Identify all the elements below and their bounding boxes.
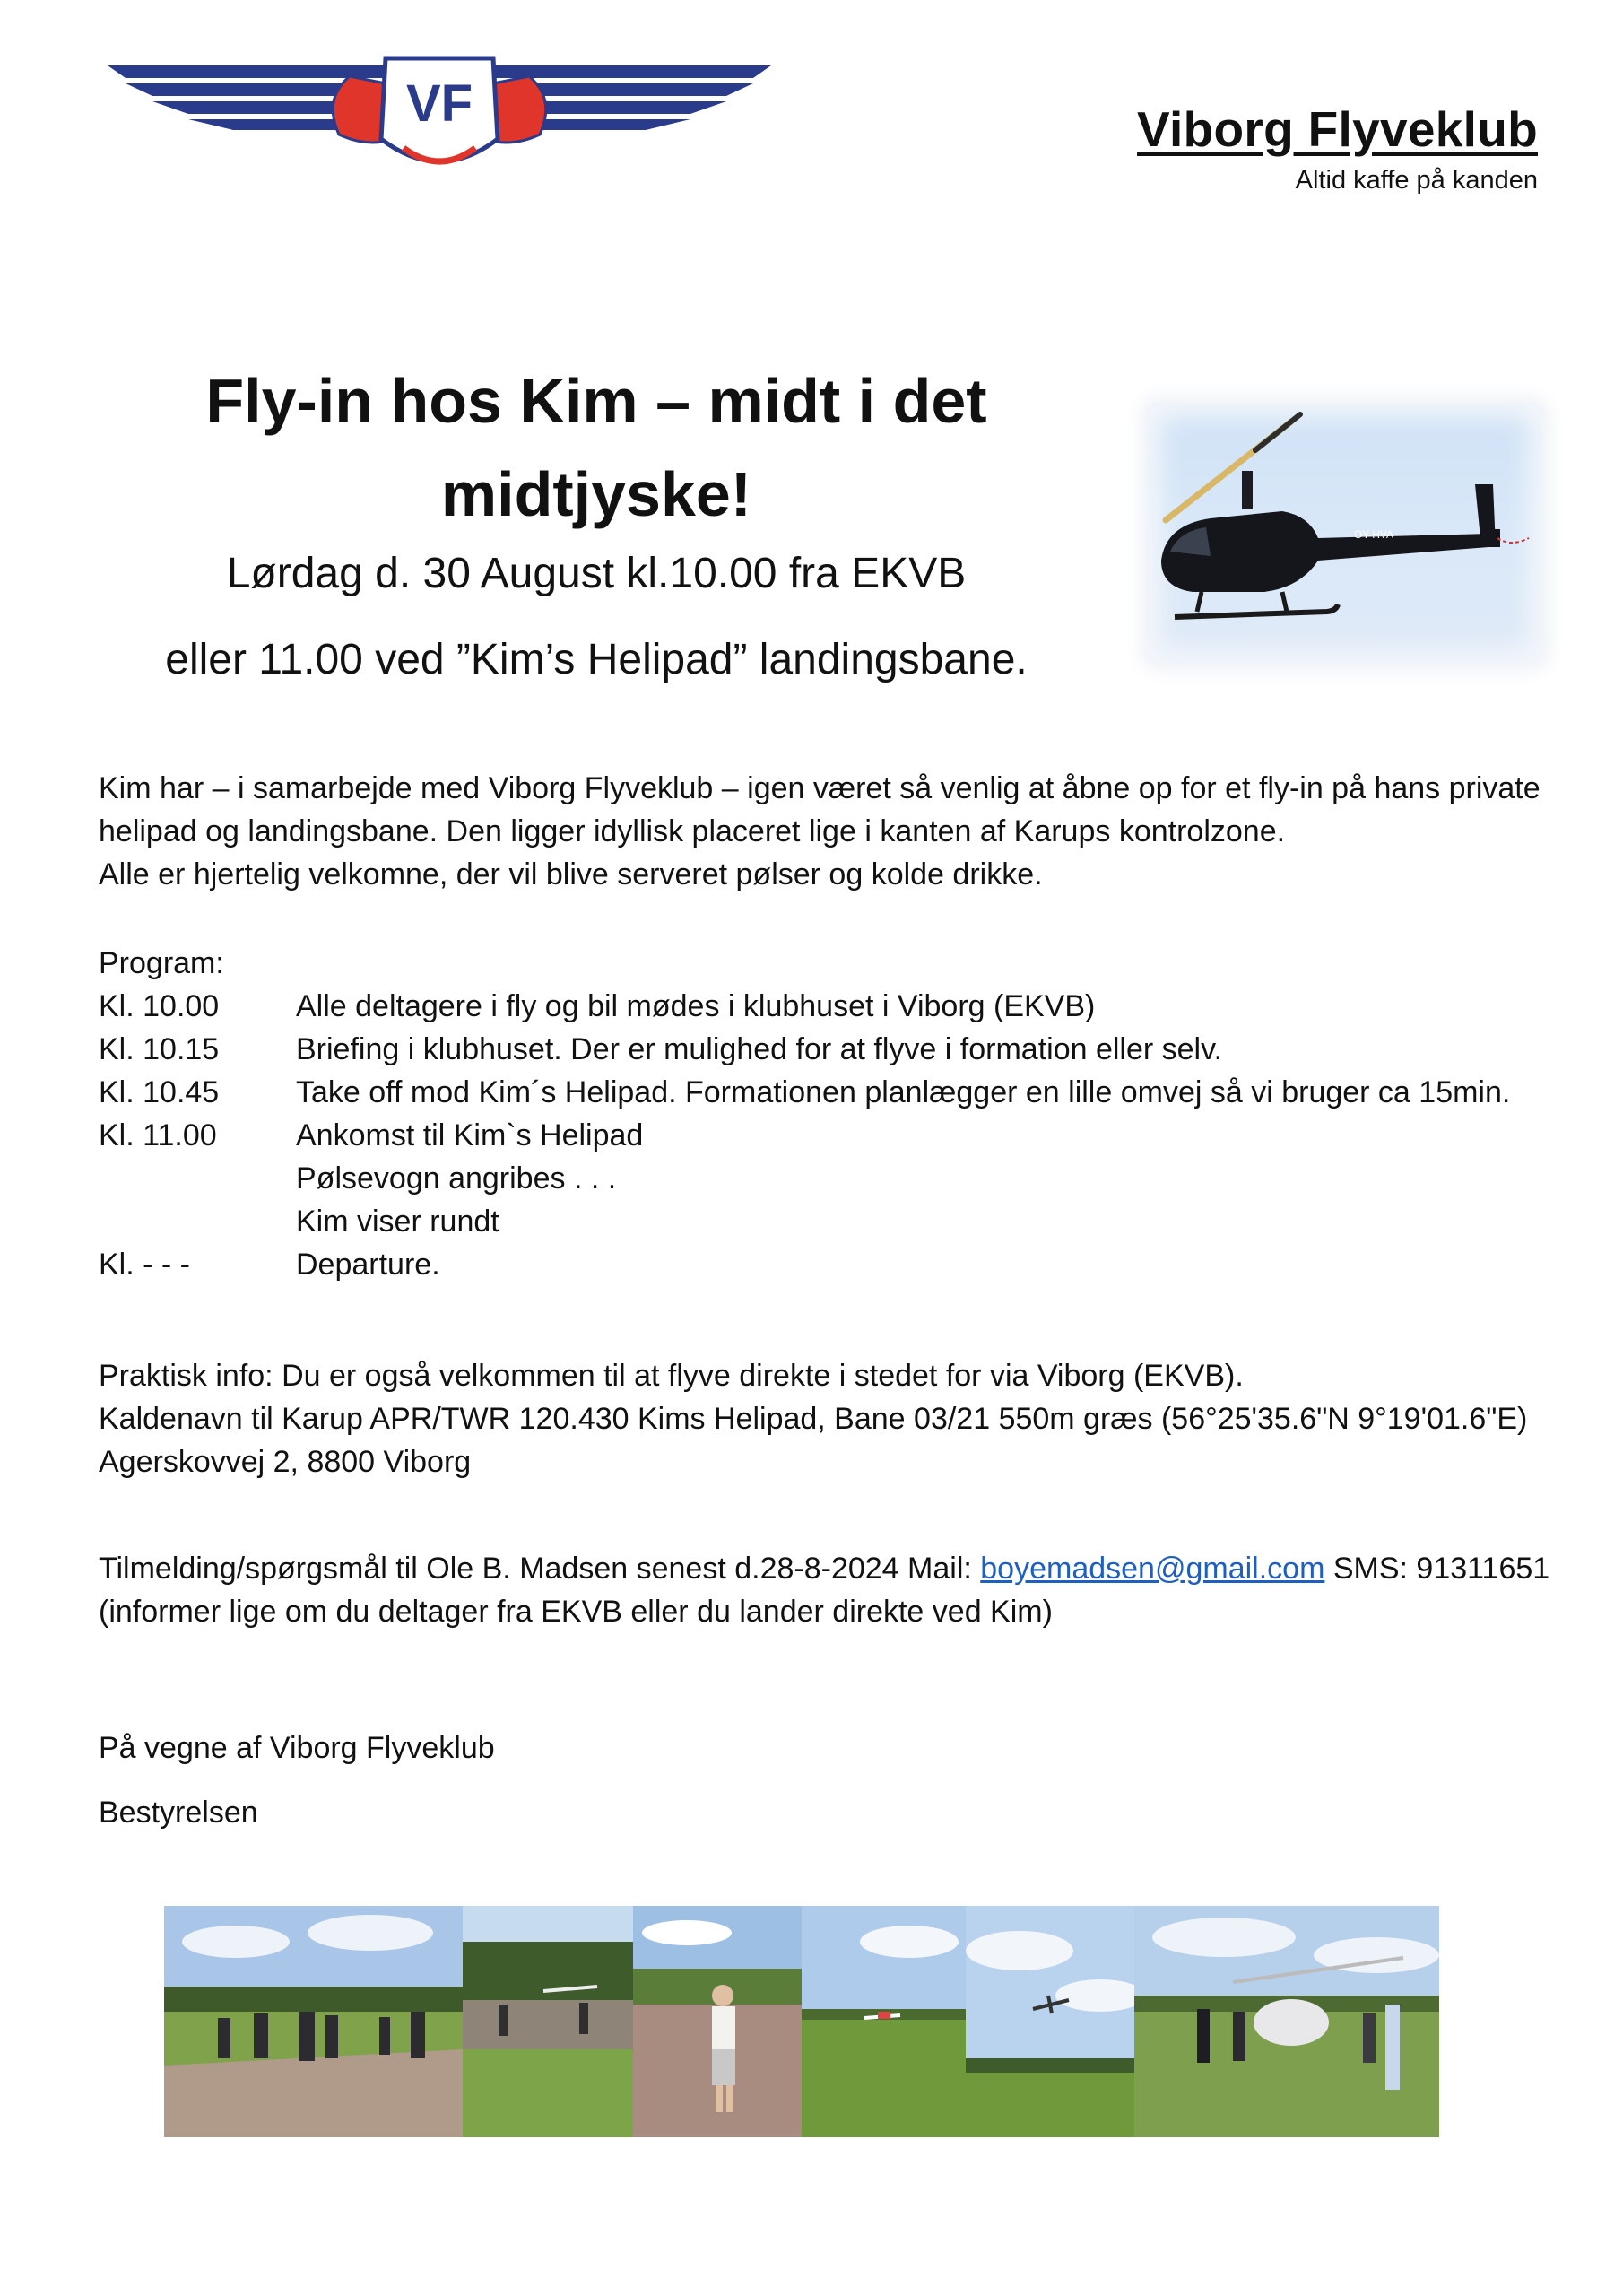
event-photo	[966, 1906, 1134, 2137]
logo-text: VF	[405, 74, 473, 133]
signup-note: (informer lige om du deltager fra EKVB eller du lander direkte ved Kim)	[99, 1595, 1053, 1629]
event-photo	[463, 1906, 633, 2137]
event-photo	[802, 1906, 966, 2137]
program-description: Pølsevogn angribes . . .	[296, 1161, 617, 1196]
practical-line: Praktisk info: Du er også velkommen til at flyve direkte i stedet for via Viborg (EKVB).	[99, 1359, 1244, 1393]
program-time: Kl. 11.00	[99, 1118, 217, 1152]
helicopter-registration: OY-HVA	[1354, 528, 1394, 541]
closing-line: På vegne af Viborg Flyveklub	[99, 1731, 495, 1765]
signup-info	[99, 1547, 1551, 1633]
program-time: Kl. 10.00	[99, 989, 220, 1023]
helicopter-photo	[1148, 404, 1542, 664]
event-photo	[164, 1906, 463, 2137]
program-time: Kl. 10.45	[99, 1075, 220, 1109]
program-description: Take off mod Kim´s Helipad. Formationen planlægger en lille omvej så vi bruger ca 15min.	[296, 1075, 1511, 1109]
club-name: Viborg Flyveklub	[1137, 101, 1538, 157]
intro-line: Alle er hjertelig velkomne, der vil blive serveret pølser og kolde drikke.	[99, 857, 1043, 891]
signature-board: Bestyrelsen	[99, 1796, 258, 1830]
event-date-line: Lørdag d. 30 August kl.10.00 fra EKVB	[226, 550, 967, 597]
event-location-line: eller 11.00 ved ”Kim’s Helipad” landingsbane.	[165, 636, 1028, 683]
signup-sms: SMS: 91311651	[1324, 1552, 1550, 1586]
program-description: Departure.	[296, 1248, 440, 1282]
program-description: Ankomst til Kim`s Helipad	[296, 1118, 644, 1152]
email-link[interactable]: boyemadsen@gmail.com	[980, 1552, 1325, 1586]
tagline: Altid kaffe på kanden	[1295, 166, 1538, 195]
program-time: Kl. 10.15	[99, 1032, 220, 1066]
signup-prefix: Tilmelding/spørgsmål til Ole B. Madsen senest d.28-8-2024 Mail:	[99, 1552, 981, 1586]
photo-strip	[164, 1906, 1439, 2137]
program-description: Kim viser rundt	[296, 1205, 499, 1239]
intro-paragraph	[99, 767, 1551, 896]
program-label: Program:	[99, 946, 224, 980]
event-photo	[1134, 1906, 1439, 2137]
signup-line	[99, 1547, 1551, 1590]
practical-address: Agerskovvej 2, 8800 Viborg	[99, 1445, 472, 1479]
program-time: Kl. - - -	[99, 1248, 190, 1282]
program-description: Alle deltagere i fly og bil mødes i klubhuset i Viborg (EKVB)	[296, 989, 1096, 1023]
event-photo	[633, 1906, 802, 2137]
event-title: Fly-in hos Kim – midt i det midtjyske!	[205, 366, 987, 529]
intro-line: Kim har – i samarbejde med Viborg Flyveklub – igen været så venlig at åbne op for et fly-in på hans private	[99, 771, 1541, 805]
practical-line: Kaldenavn til Karup APR/TWR 120.430 Kims Helipad, Bane 03/21 550m græs (56°25'35.6"N 9°19'01.6"E)	[99, 1402, 1528, 1436]
program-description: Briefing i klubhuset. Der er mulighed for at flyve i formation eller selv.	[296, 1032, 1223, 1066]
practical-info	[99, 1354, 1551, 1483]
intro-line: helipad og landingsbane. Den ligger idyllisk placeret lige i kanten af Karups kontrolzone.	[99, 814, 1286, 848]
title-block	[99, 354, 1094, 691]
club-logo	[99, 49, 780, 179]
